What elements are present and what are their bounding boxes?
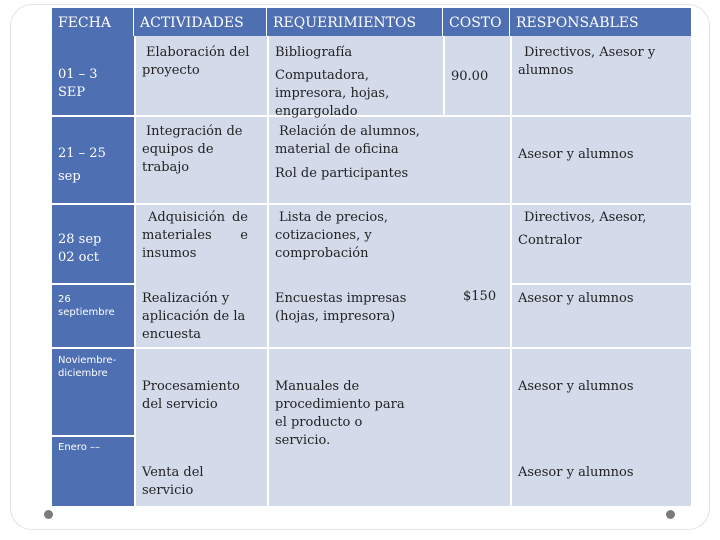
- row5-responsables: Asesor y alumnos: [518, 379, 634, 394]
- col-divider: [134, 36, 136, 506]
- header-actividades: ACTIVIDADES: [134, 8, 267, 36]
- header-responsables: RESPONSABLES: [510, 8, 691, 36]
- row2-req-relacion: Relación de alumnos, material de oficina: [275, 124, 420, 157]
- row4-actividad: Realización y aplicación de la encuesta: [142, 291, 246, 342]
- row4-req: Encuestas impresas (hojas, impresora): [275, 291, 407, 324]
- row-divider: [52, 435, 134, 437]
- header-fecha: FECHA: [52, 8, 134, 36]
- row2-actividad: Integración de equipos de trabajo: [142, 124, 243, 175]
- row2-fecha: 21 – 25: [58, 146, 106, 161]
- row-divider: [52, 203, 691, 205]
- row3-fecha: 28 sep 02 oct: [58, 232, 102, 265]
- row4-fecha: 26 septiembre: [58, 294, 115, 318]
- row-divider: [510, 283, 691, 285]
- row5-fecha: Noviembre-diciembre: [58, 355, 117, 379]
- row4-responsables: Asesor y alumnos: [518, 291, 634, 306]
- row6-responsables: Asesor y alumnos: [518, 465, 634, 480]
- row3-req: Lista de precios, cotizaciones, y comprobación: [275, 210, 389, 261]
- row1-fecha: 01 – 3 SEP: [58, 67, 98, 100]
- row-divider: [52, 283, 134, 285]
- header-costo: COSTO: [443, 8, 510, 36]
- row1-costo: 90.00: [451, 69, 489, 84]
- row-divider: [52, 347, 691, 349]
- row2-responsables: Asesor y alumnos: [518, 147, 634, 162]
- row6-fecha: Enero ––: [58, 442, 100, 453]
- col-divider: [510, 36, 512, 506]
- corner-dot-bottom-right: [666, 510, 675, 519]
- row3-responsables: Directivos, Asesor,: [524, 210, 647, 225]
- row2-req-rol: Rol de participantes: [275, 166, 409, 181]
- row1-req-equipo: Computadora, impresora, hojas, engargolado: [275, 68, 390, 119]
- row3-actividad: Adquisición de materiales e insumos: [142, 210, 248, 261]
- row5-actividad: Procesamiento del servicio: [142, 379, 240, 412]
- row1-req-bibliografia: Bibliografía: [275, 45, 353, 60]
- row2-fecha-mes: sep: [58, 169, 81, 184]
- row1-responsables: Directivos, Asesor y alumnos: [518, 45, 656, 78]
- row1-actividad: Elaboración del proyecto: [142, 45, 250, 78]
- row6-actividad: Venta del servicio: [142, 465, 204, 498]
- row4-costo: $150: [463, 289, 497, 304]
- header-requerimientos: REQUERIMIENTOS: [267, 8, 443, 36]
- row3-responsables-contralor: Contralor: [518, 233, 582, 248]
- corner-dot-bottom-left: [44, 510, 53, 519]
- row5-req: Manuales de procedimiento para el producto o servicio.: [275, 379, 405, 448]
